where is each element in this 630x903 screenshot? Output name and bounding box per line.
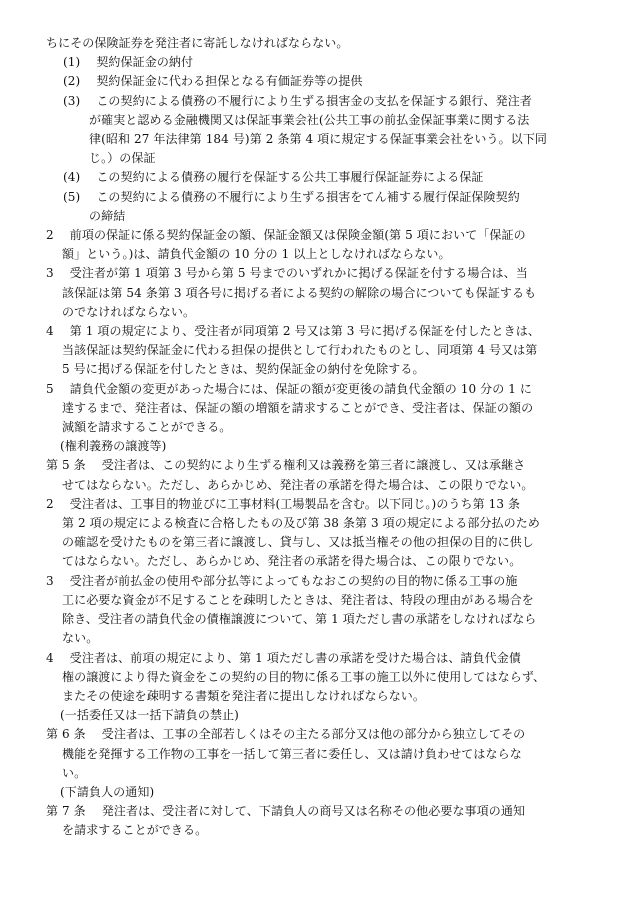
text-line: 権の譲渡により得た資金をこの契約の目的物に係る工事の施工以外に使用してはならず、 xyxy=(62,669,546,684)
text-line: い。 xyxy=(62,765,87,780)
text-line: てはならない。ただし、あらかじめ、発注者の承諾を得た場合は、この限りでない。 xyxy=(62,554,522,569)
text-line: 2 受注者は、工事目的物並びに工事材料(工場製品を含む。以下同じ。)のうち第 13 条 xyxy=(46,496,521,511)
text-line: のでなければならない。 xyxy=(62,304,196,319)
text-line: (2) 契約保証金に代わる担保となる有価証券等の提供 xyxy=(63,74,363,89)
text-line: じ。）の保証 xyxy=(89,151,156,166)
text-line: 当該保証は契約保証金に代わる担保の提供として行われたものとし、同項第 4 号又は第 xyxy=(62,343,538,358)
text-line: (下請負人の通知) xyxy=(60,784,155,799)
text-line: の確認を受けたものを第三者に譲渡し、貸与し、又は抵当権その他の担保の目的に供し xyxy=(62,535,534,550)
text-line: 機能を発揮する工作物の工事を一括して第三者に委任し、又は請け負わせてはならな xyxy=(62,746,522,761)
text-line: 減額を請求することができる。 xyxy=(62,420,232,435)
text-line: (一括委任又は一括下請負の禁止) xyxy=(60,708,239,723)
text-line: (権利義務の譲渡等) xyxy=(60,439,167,454)
text-line: 律(昭和 27 年法律第 184 号)第 2 条第 4 項に規定する保証事業会社をいう。以下同 xyxy=(89,132,548,147)
text-line: 第 2 項の規定による検査に合格したもの及び第 38 条第 3 項の規定による部分払のため xyxy=(62,516,540,531)
text-line: の締結 xyxy=(89,208,126,223)
text-line: ない。 xyxy=(62,631,99,646)
text-line: 該保証は第 54 条第 3 項各号に掲げる者による契約の解除の場合についても保証するも xyxy=(62,285,537,300)
text-line: (3) この契約による債務の不履行により生ずる損害金の支払を保証する銀行、発注者 xyxy=(63,93,532,108)
text-line: 3 受注者が第 1 項第 3 号から第 5 号までのいずれかに掲げる保証を付する場合は、当 xyxy=(46,266,528,281)
text-line: 2 前項の保証に係る契約保証金の額、保証金額又は保険金額(第 5 項において「保証の xyxy=(46,228,526,243)
text-line: 額」という。)は、請負代金額の 10 分の 1 以上としなければならない。 xyxy=(62,247,451,262)
text-line: (4) この契約による債務の履行を保証する公共工事履行保証証券による保証 xyxy=(63,170,484,185)
text-line: 達するまで、発注者は、保証の額の増額を請求することができ、受注者は、保証の額の xyxy=(62,400,534,415)
text-line: を請求することができる。 xyxy=(62,823,208,838)
text-line: 5 請負代金額の変更があった場合には、保証の額が変更後の請負代金額の 10 分の 1 に xyxy=(46,381,532,396)
text-line: またその使途を疎明する書類を発注者に提出しなければならない。 xyxy=(62,688,426,703)
text-line: 4 第 1 項の規定により、受注者が同項第 2 号又は第 3 号に掲げる保証を付したときは、 xyxy=(46,324,540,339)
text-line: ちにその保険証券を発注者に寄託しなければならない。 xyxy=(46,36,349,50)
text-line: 工に必要な資金が不足することを疎明したときは、発注者は、特段の理由がある場合を xyxy=(62,592,534,607)
document-page xyxy=(46,34,596,841)
text-line: 除き、受注者の請負代金の債権譲渡について、第 1 項ただし書の承諾をしなければなら xyxy=(62,612,537,627)
text-line: 3 受注者が前払金の使用や部分払等によってもなおこの契約の目的物に係る工事の施 xyxy=(46,573,518,588)
text-line: 4 受注者は、前項の規定により、第 1 項ただし書の承諾を受けた場合は、請負代金債 xyxy=(46,650,521,665)
text-line: (5) この契約による債務の不履行により生ずる損害をてん補する履行保証保険契約 xyxy=(63,189,520,204)
text-line: せてはならない。ただし、あらかじめ、発注者の承諾を得た場合は、この限りでない。 xyxy=(62,477,534,492)
text-line: 第 7 条 発注者は、受注者に対して、下請負人の商号又は名称その他必要な事項の通知 xyxy=(46,804,526,819)
text-line: が確実と認める金融機関又は保証事業会社(公共工事の前払金保証事業に関する法 xyxy=(89,112,530,127)
text-line: (1) 契約保証金の納付 xyxy=(63,55,194,70)
text-line: 第 6 条 受注者は、工事の全部若しくはその主たる部分又は他の部分から独立してその xyxy=(46,727,526,742)
text-line: 第 5 条 受注者は、この契約により生ずる権利又は義務を第三者に譲渡し、又は承継さ xyxy=(46,458,526,473)
text-line: 5 号に掲げる保証を付したときは、契約保証金の納付を免除する。 xyxy=(62,362,425,377)
